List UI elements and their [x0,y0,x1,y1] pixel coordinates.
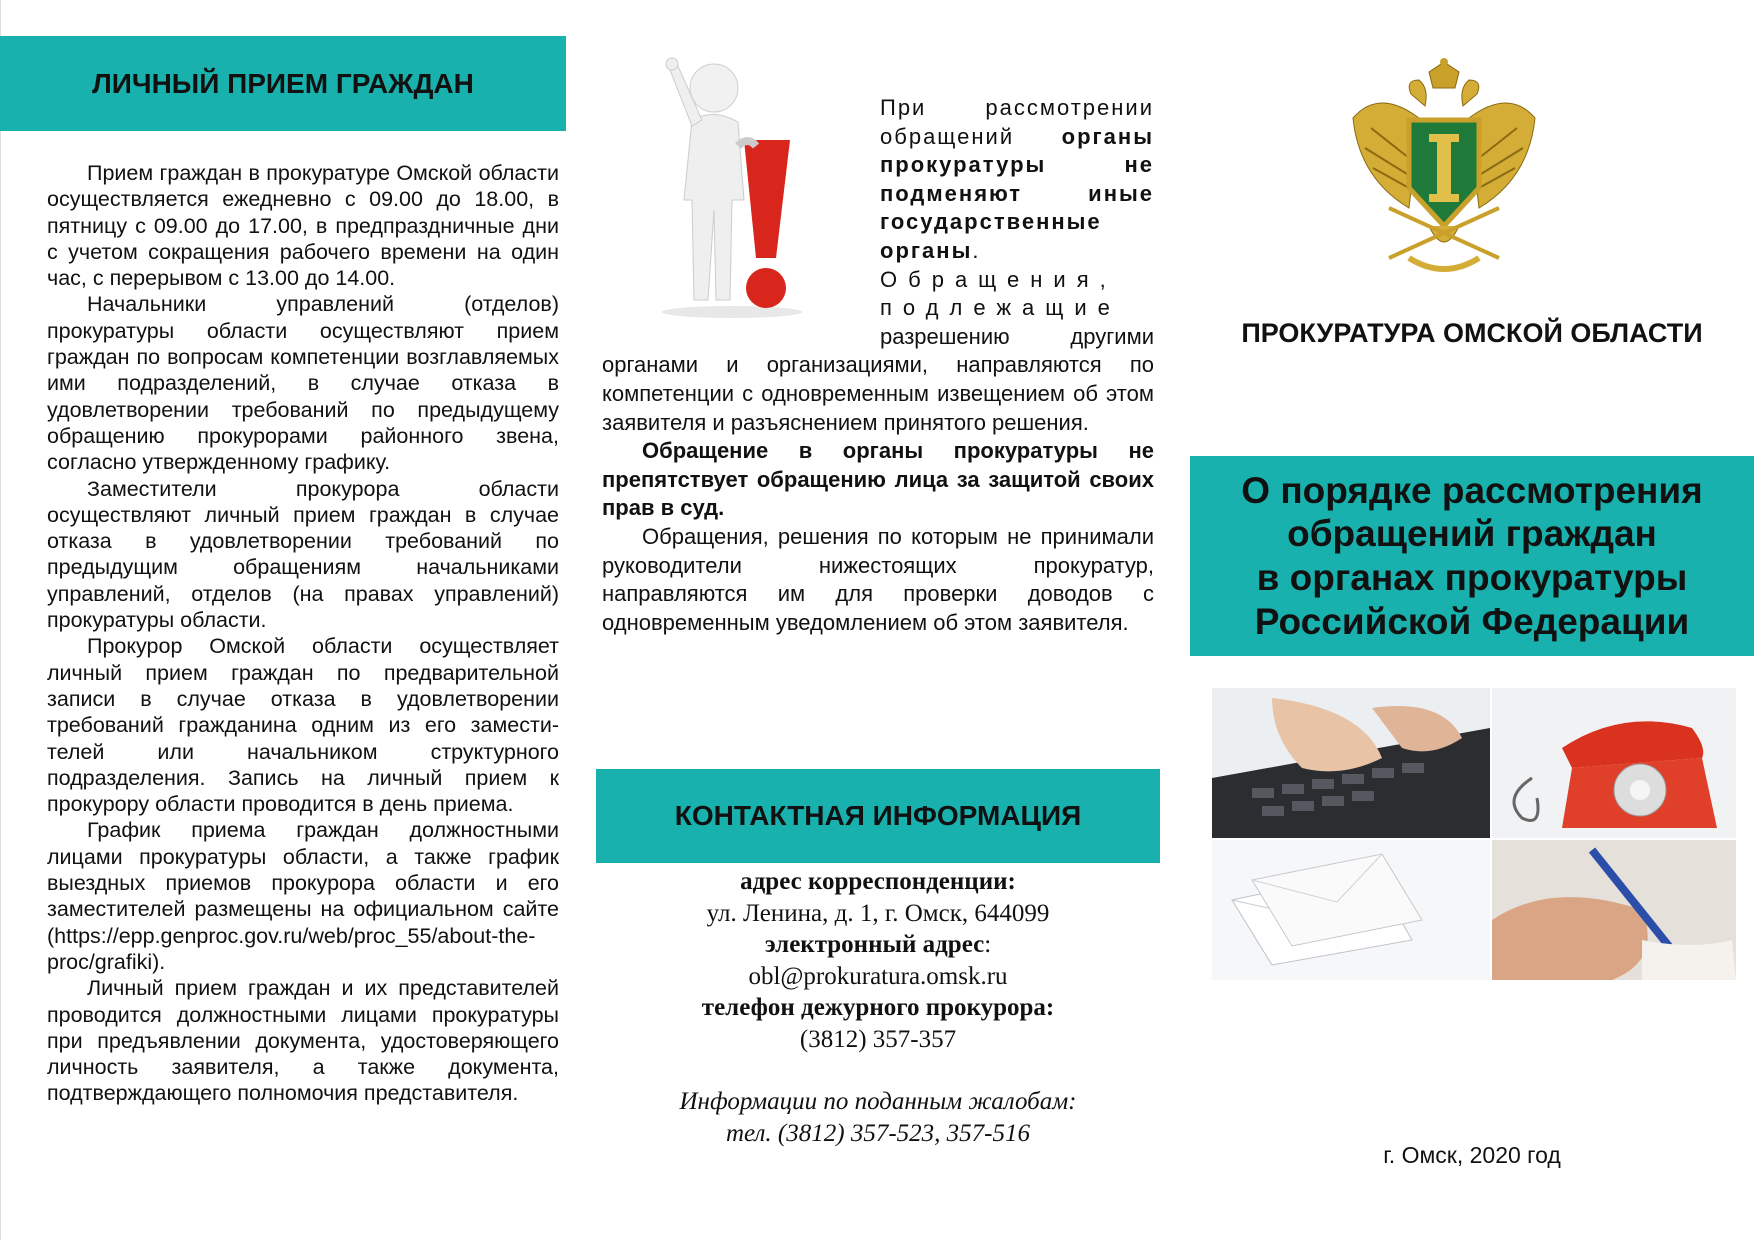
reception-paragraph: Прием граждан в прокуратуре Омской области осуществляется ежедневно с 09.00 до 18.00, в пятницу с 09.00 до 17.00, в предпраздничные дни с учетом сокращения рабочего времени на один час, с перерывом с 13.00 до 14.00. [47,161,559,291]
review-paragraph: При рассмотрении обращений органы прокуратуры не подменяют иные государственные органы. [880,95,1154,263]
complaints-label: Информации по поданным жалобам: [679,1088,1077,1115]
review-paragraph-bold: Обращение в органы прокуратуры не препятствует обращению лица за защитой своих прав в суд. [602,438,1154,521]
personal-reception-banner [0,36,566,131]
reception-paragraph: График приема граждан должностными лицами прокуратуры области, а также график выездных приемов прокурора области и его заместителей размещены на официальном сайте (https://epp.genproc.gov.ru/web/proc_55/about-the-proc/grafiki). [47,818,559,974]
phone-value: (3812) 357-357 [799,1025,957,1053]
phone-label: телефон дежурного прокурора: [701,994,1055,1021]
brochure-title: О порядке рассмотрения обращений граждан в органах прокуратуры Российской Федерации [1241,469,1703,642]
contact-banner [596,769,1160,863]
email-line: электронный адрес: [764,931,992,958]
envelopes-photo [1212,840,1490,980]
review-paragraph: Обращения, подлежащие разрешению другими органами и организациями, направляются по компетенции с одновременным извещением об этом заявителя и разъяснением принятого решения. [602,266,1154,435]
reception-text [47,160,559,1107]
prosecutor-emblem [1349,58,1539,286]
telephone-photo [1492,688,1736,838]
complaints-phones: тел. (3812) 357-523, 357-516 [726,1119,1030,1147]
brochure-title-banner [1190,456,1754,656]
contact-title: КОНТАКТНАЯ ИНФОРМАЦИЯ [674,800,1082,831]
left-edge-line [0,0,1,1240]
writing-hand-photo [1492,840,1736,980]
organization-name: ПРОКУРАТУРА ОМСКОЙ ОБЛАСТИ [1241,318,1703,348]
figure-space [602,94,880,334]
review-paragraph: Обращения, решения по которым не принимали руководители нижестоящих прокуратур, направляются им для проверки доводов с одновременным уведомлением об этом заявителя. [602,523,1154,635]
personal-reception-title: ЛИЧНЫЙ ПРИЕМ ГРАЖДАН [92,67,474,99]
review-text [602,94,1154,637]
reception-paragraph: Прокурор Омской области осуществляет личный прием граждан по предварительной записи в случае отказа в удовлетворении требований гражданина одним из его замести-телей или начальником структурного подразделения. Запись на личный прием к прокурору области проводится в день приема. [47,634,559,817]
email-label: электронный адрес [764,931,985,958]
contact-info [596,866,1160,1149]
address-label: адрес корреспонденции: [740,868,1016,895]
reception-paragraph: Заместители прокурора области осуществляют личный прием граждан в случае отказа в удовлетворении требований по предыдущим обращениям начальниками управлений, отделов (на правах управлений) прокуратуры области. [47,476,559,633]
reception-paragraph: Личный прием граждан и их представителей проводится должностными лицами прокуратуры при предъявлении документа, удостоверяющего личность заявителя, а также документа, подтверждающего полномочия представителя. [47,976,559,1106]
keyboard-photo [1212,688,1490,838]
footer-city-year: г. Омск, 2020 год [1383,1142,1561,1168]
reception-paragraph: Начальники управлений (отделов) прокуратуры области осуществляют прием граждан по вопросам компетенции возглавляемых ими подразделений, в случае отказа в удовлетворении требований по предыдущему обращению прокурорами районного звена, согласно утвержденному графику. [47,292,559,475]
address-value: ул. Ленина, д. 1, г. Омск, 644099 [706,899,1050,927]
email-value[interactable]: obl@prokuratura.omsk.ru [748,962,1008,990]
